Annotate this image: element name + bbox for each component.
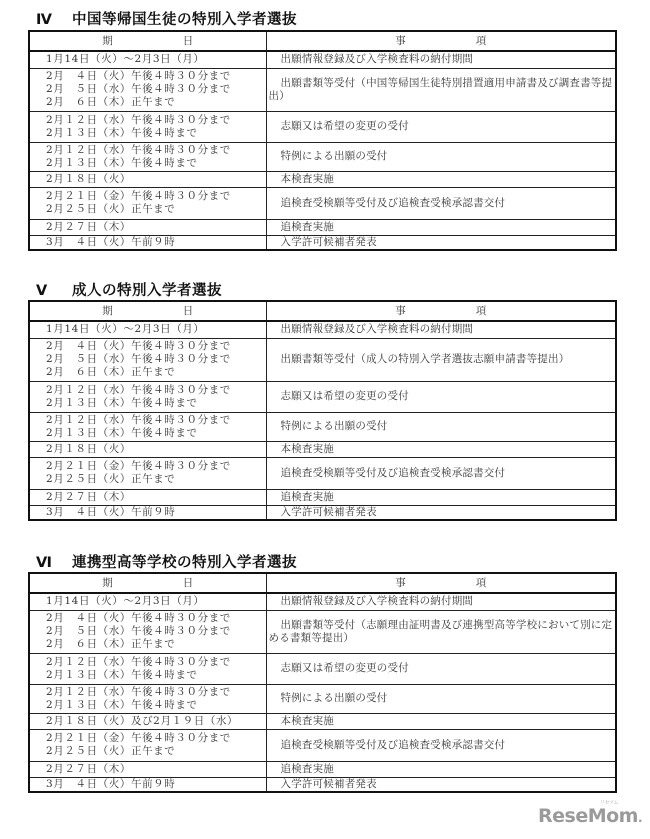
date-cell (29, 111, 266, 142)
header-item-char-2: 項 (475, 34, 487, 47)
item-cell (266, 187, 616, 219)
date-line: 2月２５日（火）正午まで (46, 203, 176, 215)
item-cell (266, 142, 616, 171)
item-cell (266, 338, 616, 381)
item-text: 志願又は希望の変更の受付 (280, 662, 409, 674)
date-cell (29, 142, 266, 171)
item-text: 特例による出願の受付 (280, 150, 388, 162)
item-text: 特例による出願の受付 (280, 692, 388, 704)
section-numeral: Ⅵ (36, 555, 53, 571)
header-date (29, 573, 266, 593)
item-cell (266, 489, 616, 505)
resemom-logo (538, 800, 643, 827)
item-text: 入学許可候補者発表 (280, 235, 377, 248)
section-numeral: Ⅳ (36, 12, 53, 28)
date-line: 2月２７日（木） (46, 490, 131, 503)
date-line: 2月２７日（木） (46, 220, 131, 233)
date-line: 3月 ４日（火）午前９時 (46, 777, 176, 790)
item-cell (266, 684, 616, 713)
item-cell (266, 381, 616, 412)
header-date-char-2: 日 (182, 576, 194, 589)
date-line: 2月２５日（火）正午まで (46, 473, 176, 485)
date-line: 2月１３日（木）午後４時まで (46, 698, 198, 711)
header-item-char-2: 項 (475, 576, 487, 589)
item-cell (266, 412, 616, 441)
table-row (29, 593, 616, 610)
item-text: 出願書類等受付（志願理由証明書及び連携型高等学校において別に定める書類等提出） (268, 618, 613, 644)
item-text: 志願又は希望の変更の受付 (280, 390, 409, 402)
date-cell (29, 610, 266, 653)
item-text: 追検査実施 (280, 220, 334, 233)
logo-text: ReseMom (538, 805, 638, 827)
date-line: 2月１２日（水）午後４時３０分まで (46, 655, 231, 668)
item-cell (266, 171, 616, 187)
item-text: 本検査実施 (280, 442, 334, 455)
date-line: 2月１８日（火） (46, 172, 131, 185)
table-row (29, 51, 616, 68)
header-item (266, 573, 616, 593)
item-cell (266, 457, 616, 489)
item-cell (266, 505, 616, 520)
item-text: 追検査受検願等受付及び追検査受検承認書交付 (280, 196, 506, 209)
table-row (29, 381, 616, 412)
date-line: 2月 ５日（水）午後４時３０分まで (46, 625, 231, 637)
table-row (29, 321, 616, 338)
date-line: 1月14日（火）～2月3日（月） (46, 323, 205, 336)
date-cell (29, 729, 266, 761)
header-item-char-2: 項 (475, 304, 487, 317)
header-date-char-2: 日 (182, 34, 194, 47)
date-line: 2月１３日（木）午後４時まで (46, 156, 198, 169)
table-header-row (29, 31, 616, 51)
logo-kana: リセマム (600, 800, 618, 806)
date-cell (29, 321, 266, 338)
date-line: 2月 ４日（火）午後４時３０分まで (46, 70, 231, 82)
header-item-char-1: 事 (395, 34, 406, 47)
item-cell (266, 51, 616, 68)
date-cell (29, 187, 266, 219)
date-cell (29, 235, 266, 250)
table-row (29, 235, 616, 250)
section-title (36, 551, 297, 572)
date-line: 2月１２日（水）午後４時３０分まで (46, 413, 231, 426)
item-cell (266, 610, 616, 653)
header-item (266, 31, 616, 51)
item-cell (266, 593, 616, 610)
item-cell (266, 713, 616, 729)
date-cell (29, 713, 266, 729)
date-line: 2月 ６日（木）正午まで (46, 366, 176, 378)
date-line: 2月１８日（火）及び2月１９日（水） (46, 714, 239, 727)
date-cell (29, 68, 266, 111)
date-line: 2月２１日（金）午後４時３０分まで (46, 190, 231, 202)
header-item-char-1: 事 (395, 304, 406, 317)
table-header-row (29, 301, 616, 321)
item-cell (266, 235, 616, 250)
date-cell (29, 171, 266, 187)
table-row (29, 610, 616, 653)
table-row (29, 729, 616, 761)
table-row (29, 761, 616, 777)
item-cell (266, 321, 616, 338)
section-numeral: Ⅴ (36, 283, 48, 299)
date-line: 2月２１日（金）午後４時３０分まで (46, 732, 231, 744)
item-text: 出願情報登録及び入学検査料の納付期間 (280, 323, 474, 336)
table-row (29, 489, 616, 505)
date-line: 3月 ４日（火）午前９時 (46, 505, 176, 518)
table-row (29, 412, 616, 441)
date-line: 2月１３日（木）午後４時まで (46, 126, 198, 139)
item-text: 追検査受検願等受付及び追検査受検承認書交付 (280, 466, 506, 479)
table-row (29, 777, 616, 792)
section-title-text: 成人の特別入学者選抜 (72, 283, 222, 299)
item-text: 出願情報登録及び入学検査料の納付期間 (280, 595, 474, 608)
date-line: 2月１２日（水）午後４時３０分まで (46, 113, 231, 126)
schedule-table (28, 572, 617, 793)
schedule-table (28, 300, 617, 521)
date-line: 2月２１日（金）午後４時３０分まで (46, 460, 231, 472)
item-text: 出願情報登録及び入学検査料の納付期間 (280, 53, 474, 66)
schedule-table (28, 30, 617, 251)
date-line: 2月 ６日（木）正午まで (46, 96, 176, 108)
date-line: 2月２５日（火）正午まで (46, 745, 176, 757)
item-text: 志願又は希望の変更の受付 (280, 120, 409, 132)
table-row (29, 684, 616, 713)
date-line: 1月14日（火）～2月3日（月） (46, 53, 205, 66)
item-cell (266, 68, 616, 111)
item-cell (266, 653, 616, 684)
logo-dot: . (637, 811, 643, 825)
item-text: 追検査実施 (280, 762, 334, 775)
section-title-text: 中国等帰国生徒の特別入学者選抜 (72, 12, 297, 28)
date-cell (29, 777, 266, 792)
header-date-char-1: 期 (102, 304, 113, 317)
item-cell (266, 441, 616, 457)
header-date-char-1: 期 (102, 34, 113, 47)
table-row (29, 441, 616, 457)
section-title (36, 8, 297, 29)
table-row (29, 457, 616, 489)
table-row (29, 171, 616, 187)
date-cell (29, 457, 266, 489)
header-date (29, 31, 266, 51)
table-row (29, 187, 616, 219)
date-line: 2月１２日（水）午後４時３０分まで (46, 383, 231, 396)
item-text: 出願書類等受付（中国等帰国生徒特別措置適用申請書及び調査書等提出） (268, 76, 613, 102)
item-cell (266, 761, 616, 777)
date-line: 2月１８日（火） (46, 442, 131, 455)
date-cell (29, 761, 266, 777)
item-text: 追検査受検願等受付及び追検査受検承認書交付 (280, 738, 506, 751)
date-line: 2月 ６日（木）正午まで (46, 638, 176, 650)
item-text: 追検査実施 (280, 490, 334, 503)
header-date-char-1: 期 (102, 576, 113, 589)
item-text: 出願書類等受付（成人の特別入学者選抜志願申請書等提出） (280, 353, 570, 365)
table-row (29, 338, 616, 381)
date-cell (29, 338, 266, 381)
table-row (29, 653, 616, 684)
item-text: 特例による出願の受付 (280, 420, 388, 432)
date-cell (29, 441, 266, 457)
date-line: 2月１３日（木）午後４時まで (46, 426, 198, 439)
date-line: 2月 ５日（水）午後４時３０分まで (46, 83, 231, 95)
date-line: 2月 ４日（火）午後４時３０分まで (46, 340, 231, 352)
table-header-row (29, 573, 616, 593)
date-cell (29, 505, 266, 520)
date-cell (29, 653, 266, 684)
date-cell (29, 593, 266, 610)
item-text: 入学許可候補者発表 (280, 505, 377, 518)
table-row (29, 505, 616, 520)
table-row (29, 219, 616, 235)
section-title (36, 279, 222, 300)
date-cell (29, 489, 266, 505)
table-row (29, 111, 616, 142)
item-text: 本検査実施 (280, 172, 334, 185)
date-line: 2月１２日（水）午後４時３０分まで (46, 685, 231, 698)
header-item-char-1: 事 (395, 576, 406, 589)
date-cell (29, 219, 266, 235)
date-line: 2月 ４日（火）午後４時３０分まで (46, 612, 231, 624)
item-text: 入学許可候補者発表 (280, 777, 377, 790)
date-cell (29, 51, 266, 68)
date-cell (29, 684, 266, 713)
item-cell (266, 777, 616, 792)
item-cell (266, 729, 616, 761)
date-line: 2月１３日（木）午後４時まで (46, 396, 198, 409)
header-date (29, 301, 266, 321)
table-row (29, 142, 616, 171)
date-cell (29, 412, 266, 441)
date-line: 2月 ５日（水）午後４時３０分まで (46, 353, 231, 365)
item-text: 本検査実施 (280, 714, 334, 727)
date-line: 2月１３日（木）午後４時まで (46, 668, 198, 681)
table-row (29, 713, 616, 729)
header-date-char-2: 日 (182, 304, 194, 317)
table-row (29, 68, 616, 111)
header-item (266, 301, 616, 321)
date-line: 2月１２日（水）午後４時３０分まで (46, 143, 231, 156)
date-line: 1月14日（火）～2月3日（月） (46, 595, 205, 608)
section-title-text: 連携型高等学校の特別入学者選抜 (72, 555, 297, 571)
date-line: 3月 ４日（火）午前９時 (46, 235, 176, 248)
date-line: 2月２７日（木） (46, 762, 131, 775)
date-cell (29, 381, 266, 412)
item-cell (266, 219, 616, 235)
item-cell (266, 111, 616, 142)
